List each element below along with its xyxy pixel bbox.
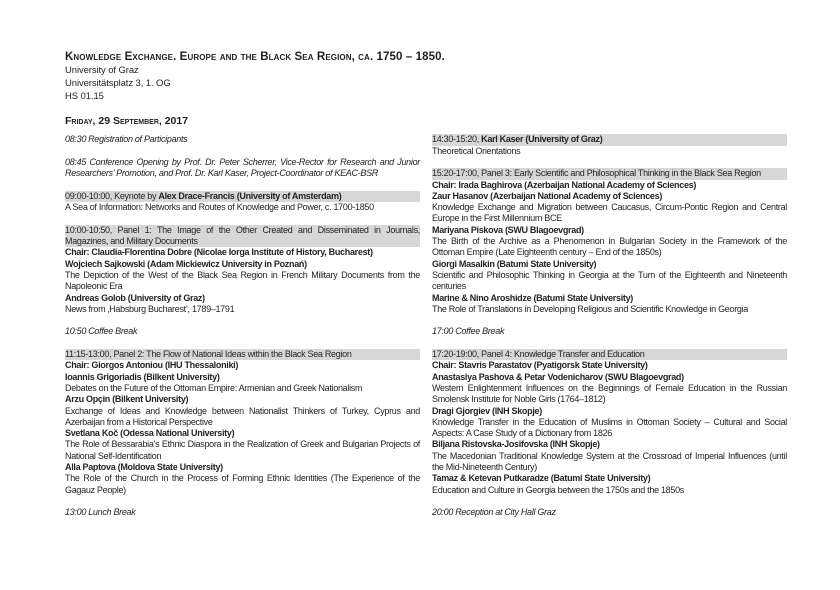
keynote-speaker: Alex Drace-Francis (University of Amsterdam) <box>158 190 342 201</box>
panel4-header-bar: 17:20-19:00, Panel 4: Knowledge Transfer and Education <box>432 349 787 360</box>
panel4-paper-4: Education and Culture in Georgia between the 1750s and the 1850s <box>432 484 684 495</box>
panel1-paper-1: The Depiction of the West of the Black Sea Region in French Military Documents from the Napoleonic Era <box>65 269 420 292</box>
venue-room: HS 01.15 <box>65 90 104 102</box>
date-heading: Friday, 29 September, 2017 <box>65 115 189 128</box>
reception-note: 20:00 Reception at City Hall Graz <box>432 507 556 518</box>
spacer <box>65 180 420 191</box>
registration-note: 08:30 Registration of Participants <box>65 134 188 145</box>
panel4-chair: Chair: Stavris Parastatov (Pyatigorsk State University) <box>432 360 648 371</box>
kaser-session-bar <box>432 134 787 145</box>
spacer <box>65 496 420 507</box>
left-column <box>65 134 420 518</box>
kaser-speaker: Karl Kaser (University of Graz) <box>481 134 603 145</box>
keynote-time: 09:00-10:00, Keynote by <box>65 190 159 201</box>
panel3-paper-1: Knowledge Exchange and Migration between Caucasus, Circum-Pontic Region and Central Europe in the First Millennium BCE <box>432 202 787 224</box>
panel3-header-bar: 15:20-17:00, Panel 3: Early Scientific and Philosophical Thinking in the Black Sea Region <box>432 168 787 179</box>
keynote-paper-title: A Sea of Information: Networks and Routes of Knowledge and Power, c. 1700-1850 <box>65 202 374 213</box>
panel4-speaker-4: Tamaz & Ketevan Putkaradze (Batumi State University) <box>432 473 651 484</box>
keynote-session-bar <box>65 191 420 202</box>
spacer <box>65 146 420 157</box>
program-columns <box>65 134 788 518</box>
panel3-paper-3: Scientific and Philosophic Thinking in Georgia at the Turn of the Eighteenth and Nineteenth centuries <box>432 269 787 292</box>
panel3-paper-4: The Role of Translations in Developing Religious and Scientific Knowledge in Georgia <box>432 303 748 314</box>
spacer <box>432 315 787 326</box>
panel2-speaker-1: Ioannis Grigoriadis (Bilkent University) <box>65 371 220 382</box>
kaser-time: 14:30-15:20, <box>432 134 482 145</box>
spacer <box>432 338 787 349</box>
panel4-speaker-2: Dragi Gjorgiev (INH Skopje) <box>432 405 542 416</box>
venue-street: Universitätsplatz 3, 1. OG <box>65 77 171 89</box>
venue-university: University of Graz <box>65 65 139 76</box>
panel1-chair: Chair: Claudia-Florentina Dobre (Nicolae Iorga Institute of History, Bucharest) <box>65 247 373 258</box>
panel3-speaker-1: Zaur Hasanov (Azerbaijan National Academy of Sciences) <box>432 190 663 201</box>
right-column <box>432 134 787 518</box>
spacer <box>65 315 420 326</box>
panel1-speaker-1: Wojciech Sajkowski (Adam Mickiewicz University in Poznań) <box>65 258 307 269</box>
panel2-speaker-4: Alla Paptova (Moldova State University) <box>65 462 223 472</box>
panel2-chair: Chair: Giorgos Antoniou (IHU Thessaloniki) <box>65 360 239 371</box>
lunch-break-note: 13:00 Lunch Break <box>65 507 136 518</box>
coffee-break-note: 17:00 Coffee Break <box>432 326 505 337</box>
panel3-speaker-2: Mariyana Piskova (SWU Blagoevgrad) <box>432 224 584 235</box>
opening-note: 08:45 Conference Opening by Prof. Dr. Peter Scherrer, Vice-Rector for Research and Junior Researchers’ Promotion, and Prof. Dr. Karl Kaser, Project-Coordinator of KEAC-BSR <box>65 156 420 179</box>
panel3-speaker-4: Marine & Nino Aroshidze (Batumi State University) <box>432 292 634 303</box>
panel2-paper-2: Exchange of Ideas and Knowledge between Nationalist Thinkers of Turkey, Cyprus and Azerbaijan from a Historical Perspective <box>65 405 420 427</box>
panel2-speaker-3: Svetlana Koč (Odessa National University) <box>65 428 235 439</box>
panel4-speaker-3: Biljana Ristovska-Josifovska (INH Skopje) <box>432 439 600 450</box>
panel2-paper-4: The Role of the Church in the Process of Forming Ethnic Identities (The Experience of the Gagauz People) <box>65 473 420 495</box>
panel3-speaker-3: Giorgi Masalkin (Batumi State University) <box>432 258 597 269</box>
panel4-speaker-1: Anastasiya Pashova & Petar Vodenicharov (SWU Blagoevgrad) <box>432 371 684 382</box>
panel1-paper-2: News from ‚Habsburg Bucharest’, 1789–1791 <box>65 303 235 314</box>
spacer <box>432 157 787 168</box>
coffee-break-note: 10:50 Coffee Break <box>65 326 138 337</box>
panel2-header-bar: 11:15-13:00, Panel 2: The Flow of National Ideas within the Black Sea Region <box>65 349 420 360</box>
panel1-header-bar: 10:00-10:50, Panel 1: The Image of the Other Created and Disseminated in Journals, Magazines, and Military Documents <box>65 224 420 247</box>
kaser-paper-title: Theoretical Orientations <box>432 145 521 156</box>
panel2-paper-1: Debates on the Future of the Ottoman Empire: Armenian and Greek Nationalism <box>65 382 363 393</box>
panel4-paper-2: Knowledge Transfer in the Education of Muslims in Ottoman Society – Cultural and Social Aspects: A Case Study of a Dictionary from 1826 <box>432 416 787 439</box>
panel4-paper-1: Western Enlightenment Influences on the Beginnings of Female Education in the Russian Smolensk Institute for Noble Girls (1764–1812) <box>432 382 787 405</box>
spacer <box>65 338 420 349</box>
panel2-speaker-2: Arzu Opçin (Bilkent University) <box>65 394 189 405</box>
page-content <box>65 50 788 518</box>
conference-title: Knowledge Exchange. Europe and the Black Sea Region, ca. 1750 – 1850. <box>65 51 445 63</box>
spacer <box>65 213 420 224</box>
spacer <box>432 496 787 507</box>
panel1-speaker-2: Andreas Golob (University of Graz) <box>65 292 205 303</box>
panel4-paper-3: The Macedonian Traditional Knowledge System at the Crossroad of Imperial Influences (until the Mid-Nineteenth Century) <box>432 450 787 472</box>
panel3-paper-2: The Birth of the Archive as a Phenomenon in Bulgarian Society in the Framework of the Ottoman Empire (Late Eighteenth century – End of the 1850s) <box>432 236 787 258</box>
panel3-chair: Chair: Irada Baghirova (Azerbaijan National Academy of Sciences) <box>432 179 697 190</box>
panel2-paper-3: The Role of Bessarabia’s Ethnic Diaspora in the Realization of Greek and Bulgarian Projects of National Self-Identification <box>65 439 420 461</box>
